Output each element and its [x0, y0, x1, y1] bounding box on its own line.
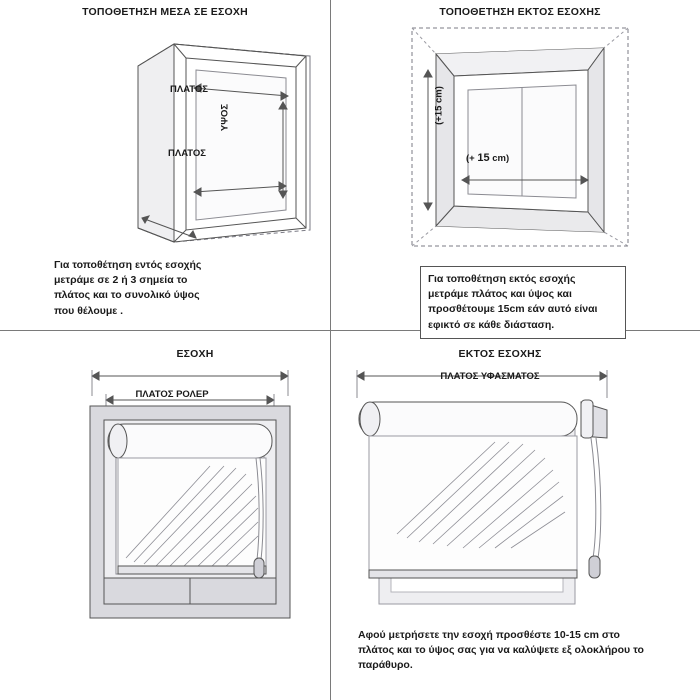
label-vertical-add: (+15 cm)	[433, 86, 445, 125]
label-fabric-width: ΠΛΑΤΟΣ ΥΦΑΣΜΑΤΟΣ	[440, 371, 540, 382]
label-horizontal-add-prefix: (+	[466, 153, 478, 164]
label-horizontal-add-value: 15	[477, 152, 490, 164]
panel-title-outside-recess: ΤΟΠΟΘΕΤΗΣΗ ΕΚΤΟΣ ΕΣΟΧΗΣ	[439, 6, 601, 18]
label-roller-width: ΠΛΑΤΟΣ ΡΟΛΕΡ	[135, 389, 209, 400]
divider-vertical-top	[330, 0, 331, 330]
caption-inside-recess: Για τοποθέτηση εντός εσοχής μετράμε σε 2 ή 3 σημεία το πλάτος και το συνολικό ύψος που θέλουμε .	[54, 259, 202, 317]
panel-title-outside: ΕΚΤΟΣ ΕΣΟΧΗΣ	[458, 348, 542, 360]
panel-title-inside-recess: ΤΟΠΟΘΕΤΗΣΗ ΜΕΣΑ ΣΕ ΕΣΟΧΗ	[82, 6, 248, 18]
divider-vertical-bottom	[330, 330, 331, 700]
caption-outside-roller: Αφού μετρήσετε την εσοχή προσθέστε 10-15 cm στο πλάτος και το ύψος σας για να καλύψετε εξ ολοκλήρου το παράθυρο.	[358, 629, 644, 672]
label-horizontal-add-suffix: cm)	[489, 153, 510, 164]
label-width-bottom: ΠΛΑΤΟΣ	[168, 148, 206, 159]
label-width-top: ΠΛΑΤΟΣ	[170, 84, 208, 95]
panel-title-recess: ΕΣΟΧΗ	[176, 348, 214, 360]
inside-recess-drawing	[78, 22, 328, 252]
caption-outside-recess: Για τοποθέτηση εκτός εσοχής μετράμε πλάτος και ύψος και προσθέτουμε 15cm εάν αυτό είναι εφικτό σε κάθε διάσταση.	[420, 266, 626, 339]
label-height: ΥΨΟΣ	[219, 103, 231, 132]
outside-roller-drawing	[345, 362, 635, 622]
outside-recess-drawing	[392, 20, 662, 255]
label-horizontal-add	[466, 152, 509, 164]
recess-roller-drawing	[60, 362, 320, 642]
